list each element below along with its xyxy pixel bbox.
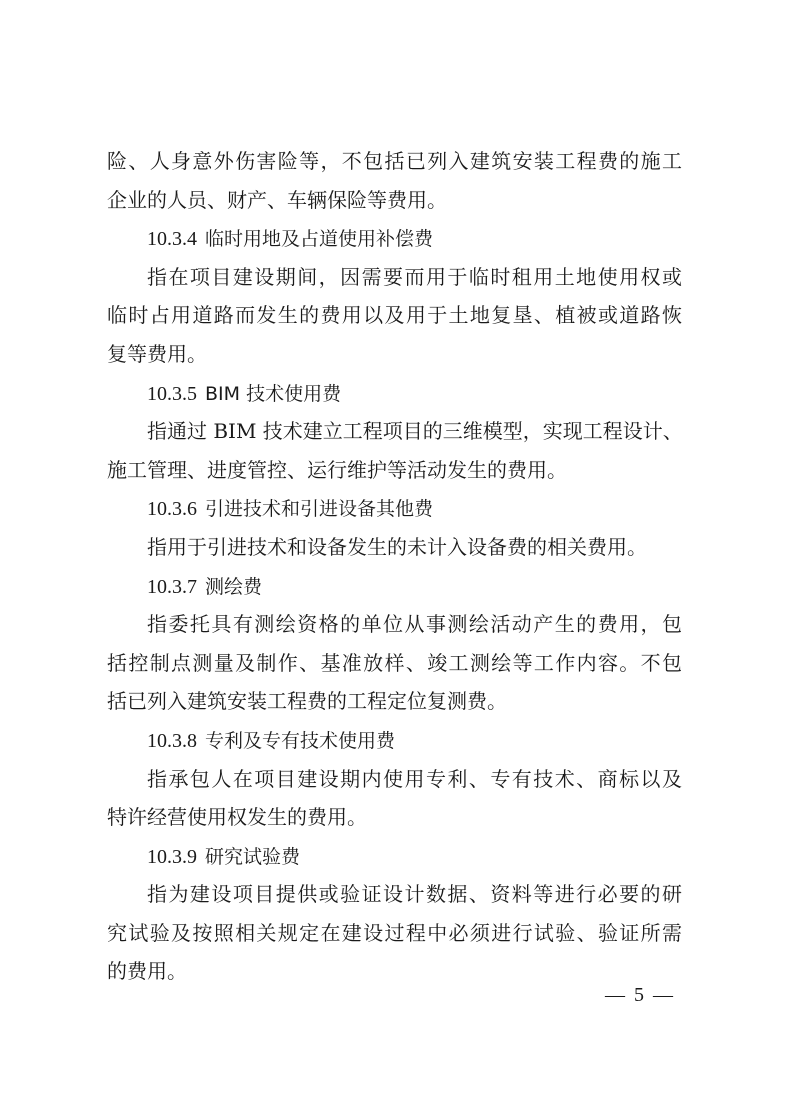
- body-line: 险、人身意外伤害险等，不包括已列入建筑安装工程费的施工: [107, 149, 682, 173]
- body-line: 指委托具有测绘资格的单位从事测绘活动产生的费用，包: [147, 612, 682, 637]
- section-number: 10.3.9: [147, 845, 197, 868]
- page-body: [107, 142, 682, 991]
- section-title: BIM 技术使用费: [205, 382, 342, 405]
- body-line: 指用于引进技术和设备发生的未计入设备费的相关费用。: [147, 534, 647, 559]
- section-heading: [107, 489, 682, 528]
- section-title: 临时用地及占道使用补偿费: [205, 228, 434, 251]
- body-line: 企业的人员、财产、车辆保险等费用。: [107, 187, 447, 212]
- section-number: 10.3.7: [147, 575, 197, 598]
- body-line: 指为建设项目提供或验证设计数据、资料等进行必要的研: [147, 882, 682, 907]
- body-line: 的费用。: [107, 959, 187, 984]
- body-line: 复等费用。: [107, 341, 207, 366]
- section-title: 引进技术和引进设备其他费: [205, 498, 434, 521]
- section-number: 10.3.5: [147, 382, 197, 405]
- section-title: 专利及专有技术使用费: [205, 729, 396, 752]
- section-title: 研究试验费: [205, 845, 301, 868]
- section-number: 10.3.6: [147, 498, 197, 521]
- body-line: 施工管理、进度管控、运行维护等活动发生的费用。: [107, 457, 567, 482]
- section-number: 10.3.4: [147, 228, 197, 251]
- section-heading: [107, 219, 682, 258]
- body-line: 临时占用道路而发生的费用以及用于土地复垦、植被或道路恢: [107, 303, 682, 328]
- section-heading: [107, 567, 682, 606]
- body-line: 特许经营使用权发生的费用。: [107, 805, 367, 830]
- section-title: 测绘费: [205, 575, 263, 598]
- body-line: 究试验及按照相关规定在建设过程中必须进行试验、验证所需: [107, 920, 682, 945]
- section-number: 10.3.8: [147, 729, 197, 752]
- section-heading: [107, 374, 682, 413]
- body-line: 指在项目建设期间，因需要而用于临时租用土地使用权或: [147, 264, 682, 289]
- body-line: 指通过 BIM 技术建立工程项目的三维模型，实现工程设计、: [147, 419, 683, 444]
- body-line: 括已列入建筑安装工程费的工程定位复测费。: [107, 689, 507, 714]
- body-line: 括控制点测量及制作、基准放样、竣工测绘等工作内容。不包: [107, 650, 682, 675]
- section-heading: [107, 837, 682, 876]
- page-number: — 5 —: [605, 984, 675, 1006]
- body-line: 指承包人在项目建设期内使用专利、专有技术、商标以及: [147, 766, 682, 791]
- section-heading: [107, 721, 682, 760]
